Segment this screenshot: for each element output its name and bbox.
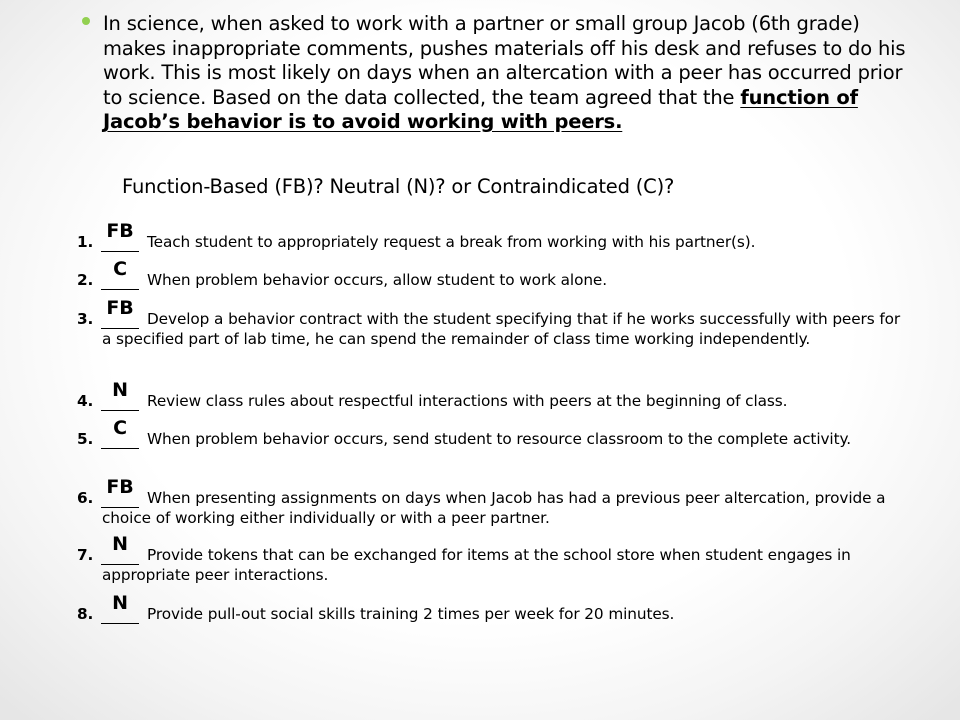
item-text: When problem behavior occurs, send student to resource classroom to the complete activity.: [147, 430, 852, 448]
item-number: 5.: [77, 430, 94, 448]
item-answer: N: [112, 379, 128, 401]
item-answer: FB: [106, 476, 134, 498]
question-line: Function-Based (FB)? Neutral (N)? or Contraindicated (C)?: [122, 175, 675, 198]
item-text: When problem behavior occurs, allow student to work alone.: [147, 271, 608, 289]
item-number: 1.: [77, 233, 94, 251]
intro-paragraph: [103, 12, 923, 135]
item-text: Provide pull-out social skills training 2 times per week for 20 minutes.: [147, 605, 675, 623]
item-number: 6.: [77, 489, 94, 507]
intro-text: In science, when asked to work with a partner or small group Jacob (6th grade) makes inappropriate comments, pushes materials off his desk and refuses to do his work. This is most likely on days when an altercation with a peer has occurred prior to science. Based on the data collected, the team agreed that the: [103, 12, 906, 109]
item-answer: FB: [106, 220, 134, 242]
item-text: Teach student to appropriately request a break from working with his partner(s).: [147, 233, 756, 251]
item-text: Review class rules about respectful interactions with peers at the beginning of class.: [147, 392, 788, 410]
item-answer: N: [112, 592, 128, 614]
item-text: Develop a behavior contract with the student specifying that if he works successfully with peers for a specified part of lab time, he can spend the remainder of class time working independently.: [102, 310, 901, 348]
item-answer: C: [113, 258, 127, 280]
item-number: 3.: [77, 310, 94, 328]
item-text: Provide tokens that can be exchanged for items at the school store when student engages in appropriate peer interactions.: [102, 546, 851, 584]
item-number: 8.: [77, 605, 94, 623]
item-answer: N: [112, 533, 128, 555]
bullet-dot: [82, 17, 90, 25]
item-text: When presenting assignments on days when Jacob has had a previous peer altercation, provide a choice of working either individually or with a peer partner.: [102, 489, 886, 527]
item-number: 2.: [77, 271, 94, 289]
item-number: 4.: [77, 392, 94, 410]
intro-emphasis: function of Jacob’s behavior is to avoid working with peers.: [103, 85, 858, 133]
item-answer: FB: [106, 297, 134, 319]
item-number: 7.: [77, 546, 94, 564]
item-answer: C: [113, 417, 127, 439]
